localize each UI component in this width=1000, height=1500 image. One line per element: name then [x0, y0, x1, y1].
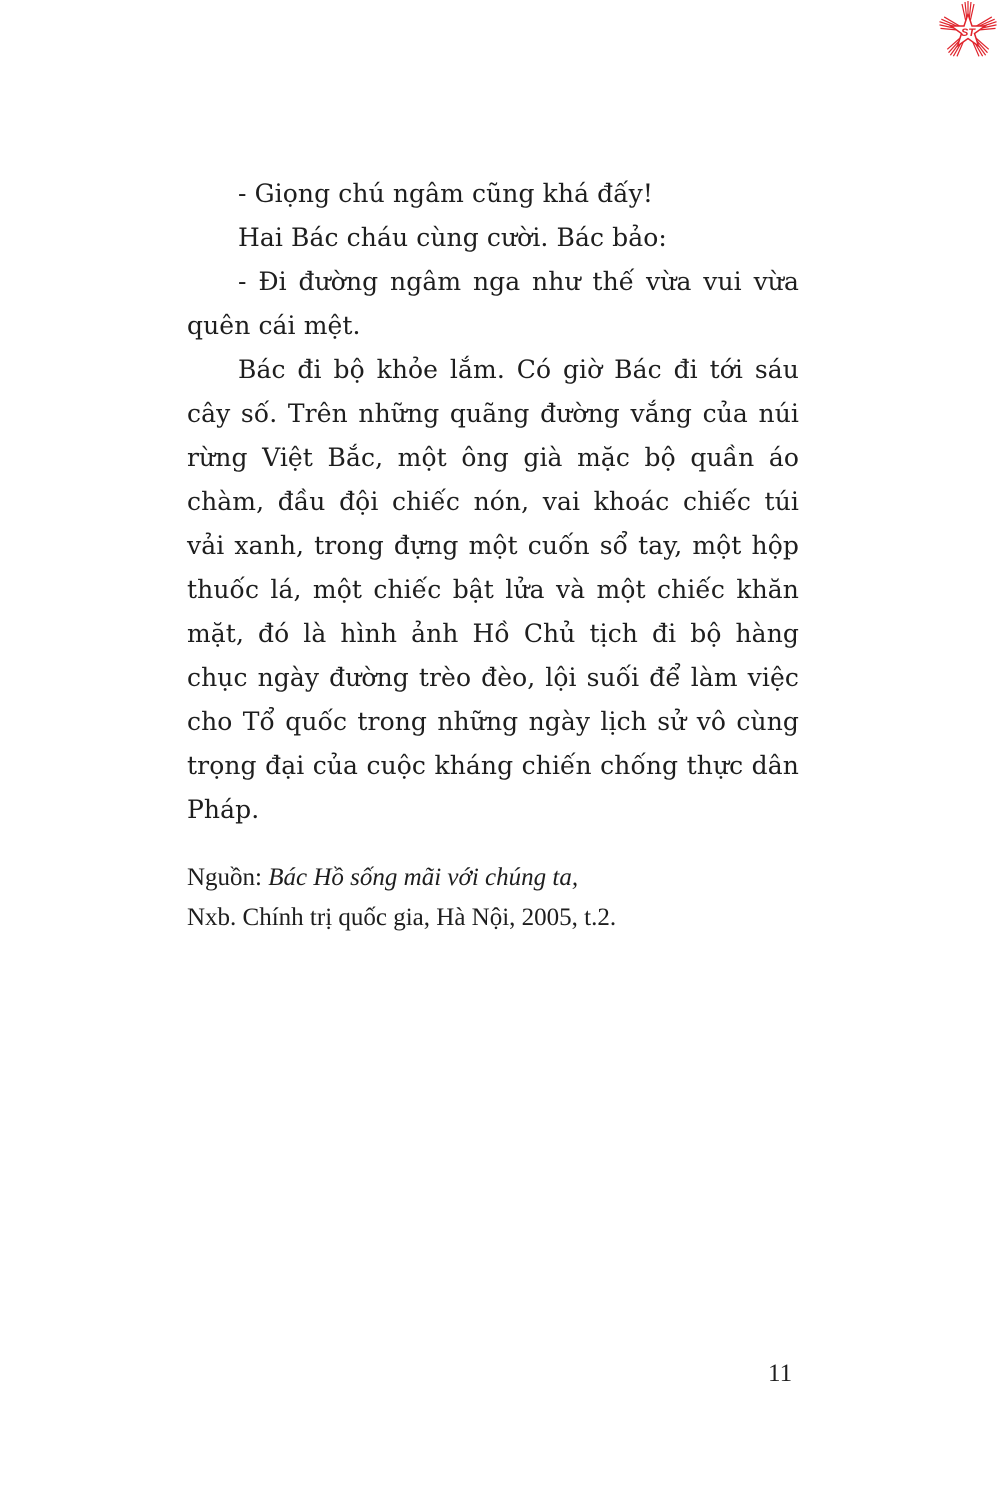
dialogue-line-2: - Đi đường ngâm nga như thế vừa vui vừa quên cái mệt.: [187, 267, 799, 340]
source-citation: [187, 858, 807, 938]
dialogue-line-1: - Giọng chú ngâm cũng khá đấy!: [238, 179, 654, 208]
source-label: Nguồn:: [187, 864, 269, 891]
main-paragraph: Bác đi bộ khỏe lắm. Có giờ Bác đi tới sáu cây số. Trên những quãng đường vắng của núi rừng Việt Bắc, một ông già mặc bộ quần áo chàm, đầu đội chiếc nón, vai khoác chiếc túi vải xanh, trong đựng một cuốn sổ tay, một hộp thuốc lá, một chiếc bật lửa và một chiếc khăn mặt, đó là hình ảnh Hồ Chủ tịch đi bộ hàng chục ngày đường trèo đèo, lội suối để làm việc cho Tổ quốc trong những ngày lịch sử vô cùng trọng đại của cuộc kháng chiến chống thực dân Pháp.: [187, 355, 799, 824]
svg-text:ST: ST: [960, 27, 976, 39]
source-book-title: Bác Hồ sống mãi với chúng ta,: [268, 864, 579, 891]
publisher-logo-icon: [936, 0, 1000, 62]
source-title-line: [187, 858, 807, 898]
source-publisher-details: Nxb. Chính trị quốc gia, Hà Nội, 2005, t.2.: [187, 904, 617, 931]
narration-line: Hai Bác cháu cùng cười. Bác bảo:: [238, 223, 667, 252]
story-body: [187, 172, 799, 832]
page-number: 11: [768, 1360, 793, 1387]
